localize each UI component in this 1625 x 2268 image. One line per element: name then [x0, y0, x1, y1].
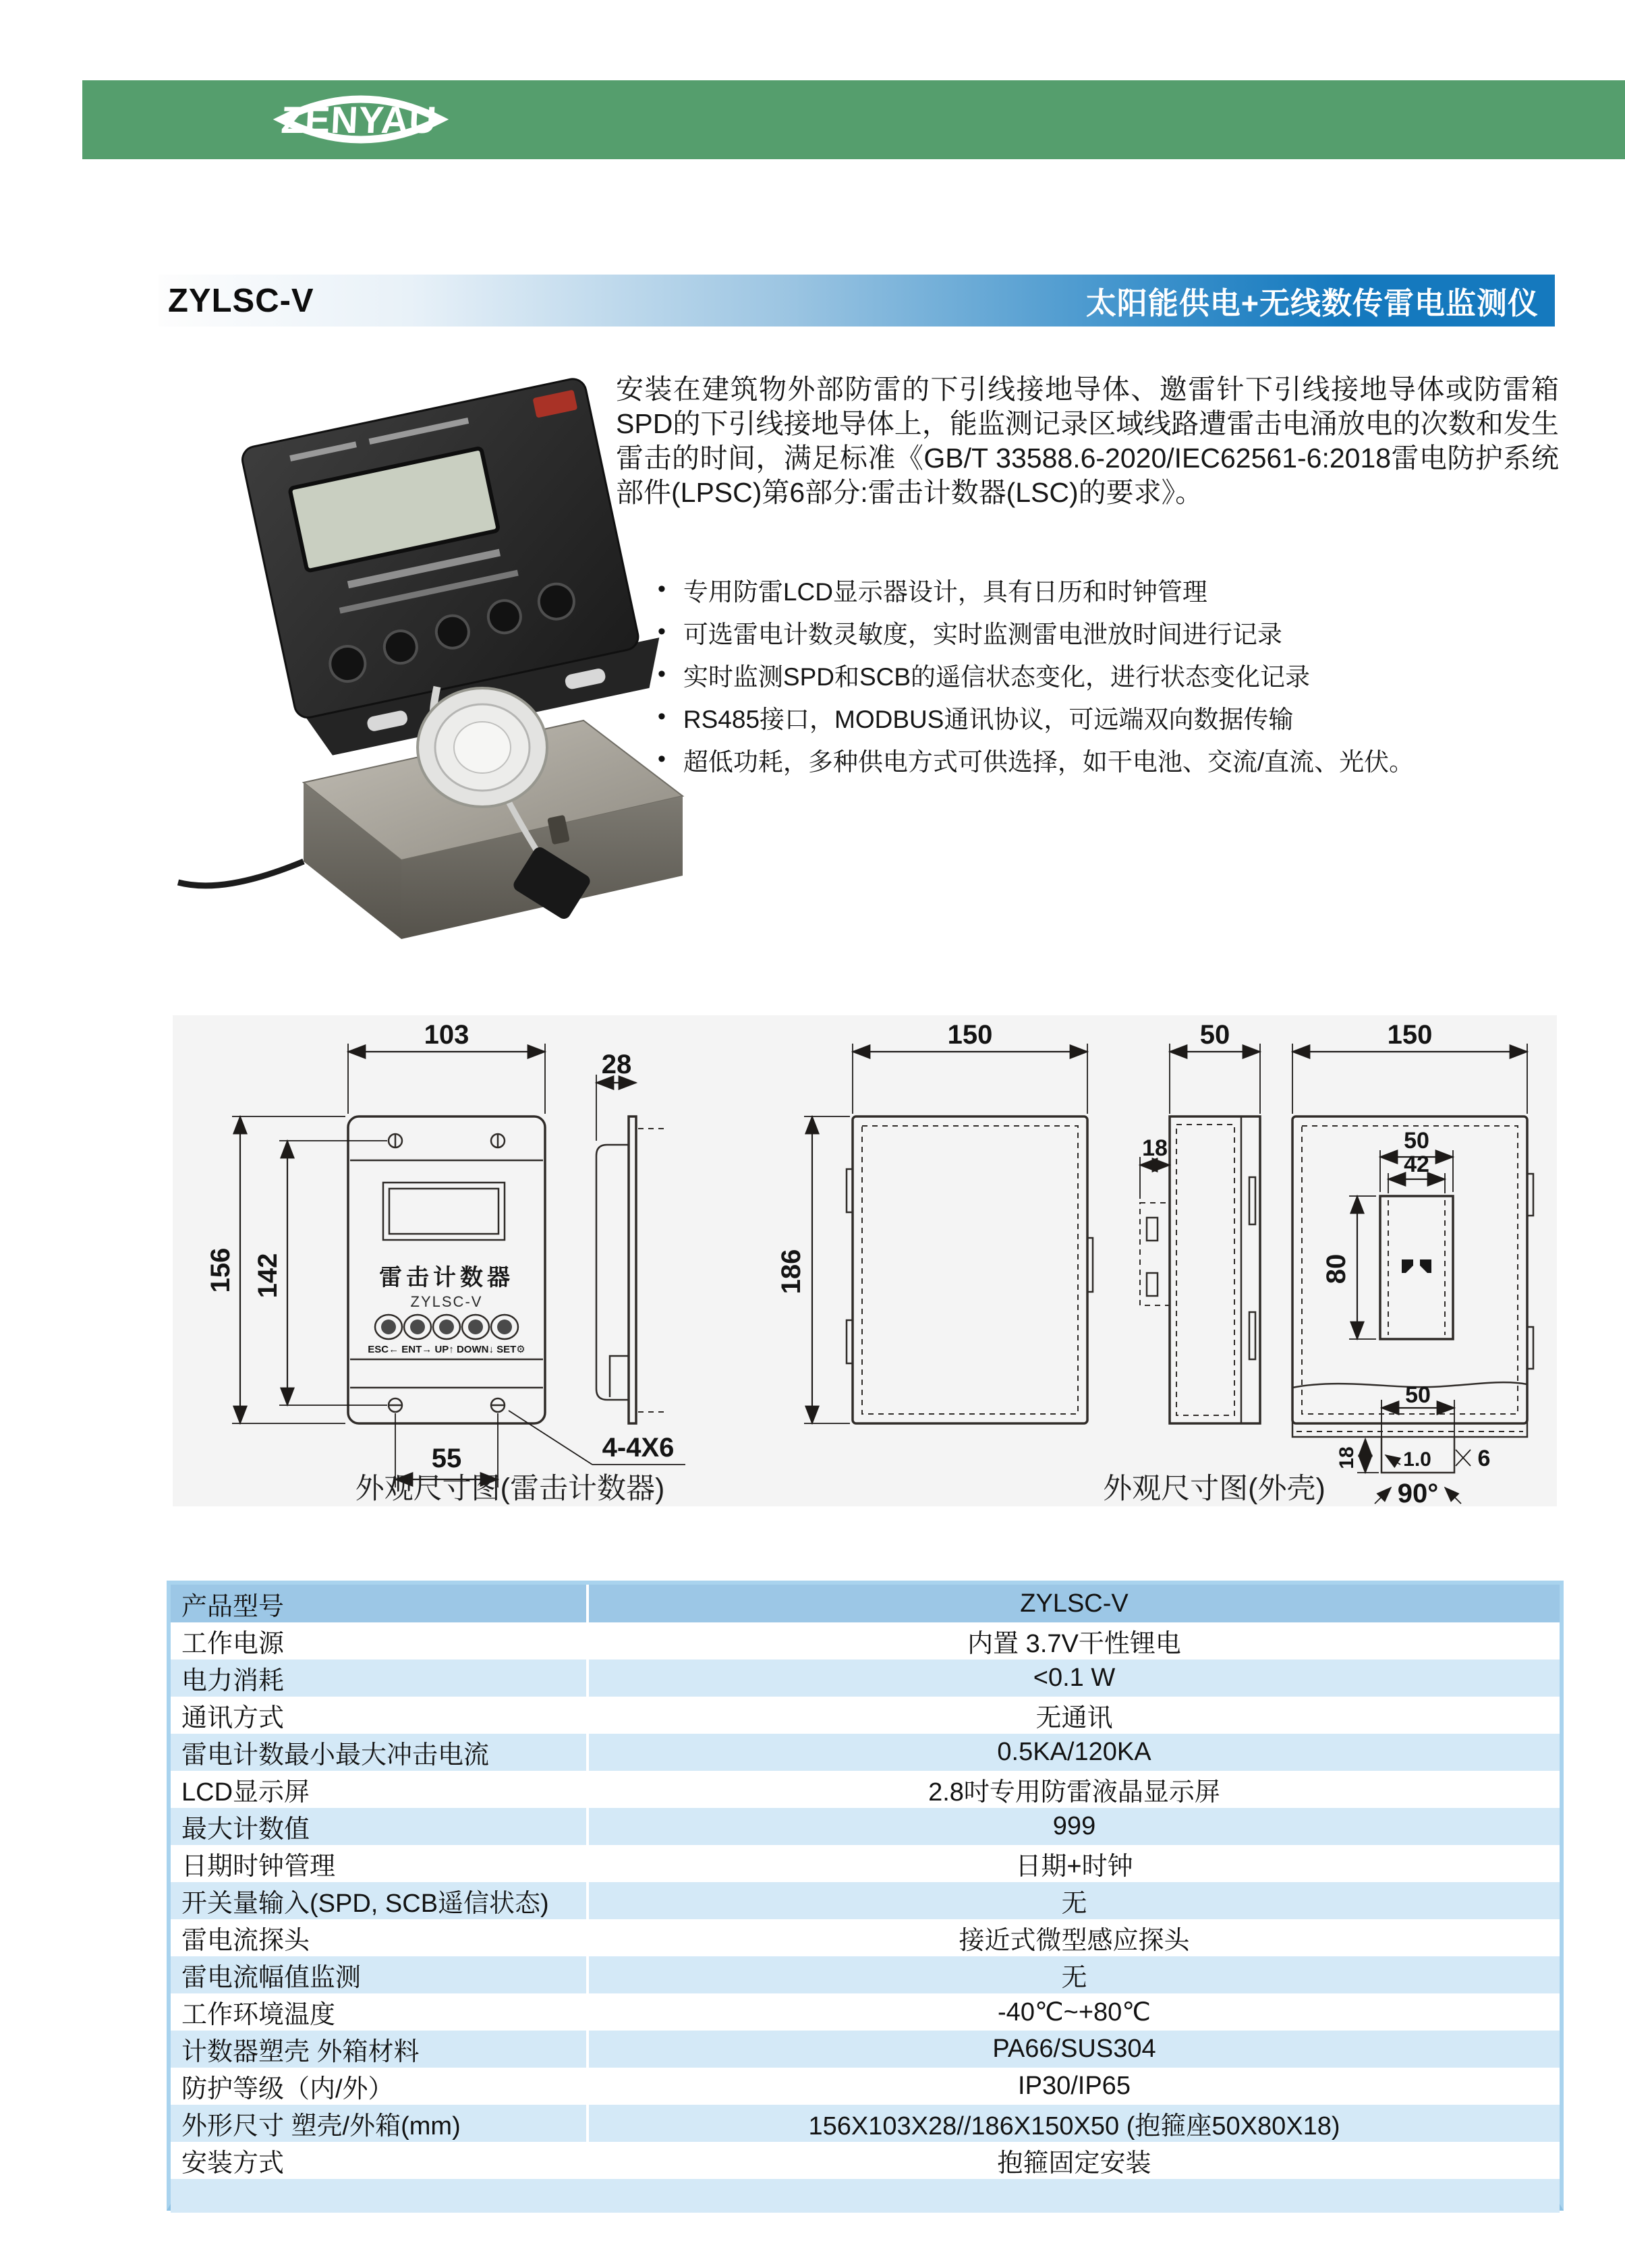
- spec-table-row: [171, 1845, 1560, 1882]
- spec-row-value: -40℃~+80℃: [998, 1998, 1151, 2026]
- model-name: ZYLSC-V: [168, 282, 314, 319]
- spec-table-filler-row: [171, 2179, 1560, 2213]
- model-subtitle: 太阳能供电+无线数传雷电监测仪: [1085, 286, 1539, 320]
- spec-table-row: [171, 1993, 1560, 2031]
- dimension-drawings: [173, 1015, 1557, 1506]
- spec-row-label: 工作环境温度: [171, 1993, 589, 2031]
- spec-table-row: [171, 2105, 1560, 2142]
- feature-list: [658, 568, 1562, 781]
- feature-item: • 专用防雷LCD显示器设计，具有日历和时钟管理: [658, 568, 1562, 611]
- spec-row-value: 0.5KA/120KA: [997, 1738, 1151, 1766]
- dim-base-50: 50: [1405, 1382, 1431, 1408]
- dim-bracket-50: 50: [1404, 1128, 1429, 1154]
- enclosure-drawing: [173, 1015, 1533, 1506]
- spec-table-row: [171, 1956, 1560, 1993]
- logo-text: ZENYAU: [280, 98, 438, 141]
- spec-row-label: 安装方式: [171, 2142, 589, 2179]
- dim-55: 55: [431, 1444, 462, 1473]
- feature-item: • 实时监测SPD和SCB的遥信状态变化，进行状态变化记录: [658, 653, 1562, 696]
- spec-table-row: [171, 2068, 1560, 2105]
- spec-row-value: 无通讯: [1035, 1704, 1113, 1732]
- clip-icon: [1402, 1259, 1413, 1273]
- spec-row-label: 计数器塑壳 外箱材料: [171, 2031, 589, 2068]
- spec-row-value: 156X103X28//186X150X50 (抱箍座50X80X18): [808, 2112, 1340, 2141]
- spec-header-label: 产品型号: [171, 1585, 589, 1622]
- intro-paragraph: 安装在建筑物外部防雷的下引线接地导体、邀雷针下引线接地导体或防雷箱SPD的下引线接地导体上，能监测记录区域线路遭雷击电涌放电的次数和发生雷击的时间，满足标准《GB/T 33588.6-2020/IEC62561-6:2018雷电防护系统部件(LPSC)第6部分:雷击计数器(LSC)的要求》。: [616, 374, 1559, 508]
- dim-28: 28: [601, 1050, 632, 1079]
- spec-table-row: [171, 1622, 1560, 1660]
- spec-row-label: 雷电计数最小最大冲击电流: [171, 1734, 589, 1771]
- spec-row-label: 外形尺寸 塑壳/外箱(mm): [171, 2105, 589, 2142]
- model-banner: [159, 275, 1555, 327]
- spec-table-row: [171, 2142, 1560, 2179]
- spec-row-label: 开关量输入(SPD, SCB遥信状态): [171, 1882, 589, 1919]
- dim-front-150: 150: [947, 1020, 993, 1050]
- counter-drawing-caption: 外观尺寸图(雷击计数器): [355, 1473, 665, 1505]
- spec-row-label: 防护等级（内/外）: [171, 2068, 589, 2105]
- counter-side-view: [596, 1050, 664, 1423]
- enclosure-drawing-caption: 外观尺寸图(外壳): [1103, 1473, 1325, 1505]
- feature-item: • 超低功耗，多种供电方式可供选择，如干电池、交流/直流、光伏。: [658, 738, 1562, 781]
- dim-156: 156: [206, 1247, 235, 1293]
- spec-row-label: 雷电流探头: [171, 1919, 589, 1956]
- spec-table-row: [171, 2031, 1560, 2068]
- header-bar: [82, 80, 1625, 227]
- spec-row-label: 雷电流幅值监测: [171, 1956, 589, 1993]
- spec-row-label: 工作电源: [171, 1622, 589, 1660]
- spec-table-row: [171, 1771, 1560, 1808]
- spec-table: [167, 1581, 1564, 2211]
- zenyau-logo: [273, 86, 449, 153]
- spec-table-row: [171, 1919, 1560, 1956]
- dim-angle: 90°: [1397, 1479, 1439, 1506]
- drawing-buttons-label: ESC← ENT→ UP↑ DOWN↓ SET⚙: [368, 1344, 525, 1355]
- feature-item: • 可选雷电计数灵敏度，实时监测雷电泄放时间进行记录: [658, 611, 1562, 653]
- spec-row-label: LCD显示屏: [171, 1771, 589, 1808]
- spec-table-row: [171, 1697, 1560, 1734]
- spec-row-label: 日期时钟管理: [171, 1845, 589, 1882]
- spec-table-row: [171, 1808, 1560, 1845]
- dim-thickness: 1.0: [1403, 1448, 1431, 1471]
- dim-back-150: 150: [1387, 1020, 1433, 1050]
- drawing-device-label: 雷击计数器: [379, 1265, 514, 1291]
- spec-row-value: 抱箍固定安装: [997, 2149, 1151, 2178]
- spec-row-value: 999: [1052, 1812, 1096, 1840]
- enclosure-back-view: [1292, 1020, 1533, 1423]
- dim-depth-50: 50: [1199, 1020, 1230, 1050]
- dim-186: 186: [776, 1249, 806, 1295]
- page-title: 雷击计数器与智能防雷监测: [884, 181, 1410, 227]
- spec-row-value: IP30/IP65: [1018, 2072, 1131, 2100]
- dim-80: 80: [1321, 1253, 1351, 1284]
- spec-table-row: [171, 1882, 1560, 1919]
- enclosure-side-view: [1140, 1020, 1260, 1423]
- spec-table-header: [171, 1585, 1560, 1622]
- dim-base-18: 18: [1336, 1446, 1358, 1469]
- dim-42: 42: [1404, 1152, 1429, 1177]
- spec-row-value: <0.1 W: [1033, 1664, 1116, 1692]
- feature-item: • RS485接口，MODBUS通讯协议，可远端双向数据传输: [658, 696, 1562, 738]
- spec-row-value: 无: [1061, 1964, 1087, 1992]
- dim-lip-6: 6: [1477, 1446, 1491, 1471]
- drawing-buttons: [375, 1315, 518, 1339]
- spec-row-label: 电力消耗: [171, 1660, 589, 1697]
- spec-row-value: 2.8吋专用防雷液晶显示屏: [928, 1778, 1220, 1807]
- spec-table-rows: [171, 1622, 1560, 2179]
- spec-row-value: 日期+时钟: [1015, 1852, 1133, 1881]
- spec-row-value: 接近式微型感应探头: [959, 1927, 1190, 1955]
- spec-header-value: ZYLSC-V: [1020, 1589, 1129, 1618]
- spec-table-row: [171, 1660, 1560, 1697]
- counter-drawing: [206, 1020, 685, 1505]
- spec-row-value: PA66/SUS304: [992, 2035, 1156, 2063]
- lcd-outline: [383, 1183, 505, 1240]
- dim-142: 142: [253, 1253, 283, 1299]
- dim-103: 103: [424, 1020, 469, 1050]
- drawing-device-model: ZYLSC-V: [410, 1293, 483, 1310]
- spec-row-value: 无: [1061, 1890, 1087, 1918]
- spec-row-label: 最大计数值: [171, 1808, 589, 1845]
- dim-18: 18: [1142, 1135, 1168, 1161]
- spec-row-value: 内置 3.7V干性锂电: [967, 1630, 1181, 1658]
- spec-row-label: 通讯方式: [171, 1697, 589, 1734]
- spec-table-row: [171, 1734, 1560, 1771]
- dim-holes: 4-4X6: [602, 1433, 675, 1463]
